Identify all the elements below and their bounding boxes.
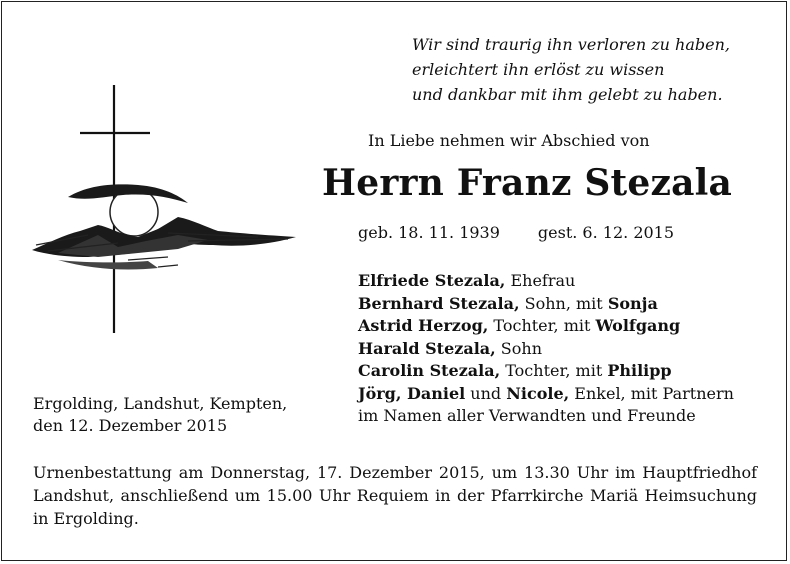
mourner-relation: Ehefrau bbox=[505, 271, 576, 290]
mourner-row bbox=[358, 293, 734, 316]
grandchildren-row bbox=[358, 383, 734, 406]
mourner-name: Carolin Stezala, bbox=[358, 361, 501, 380]
intro-text: In Liebe nehmen wir Abschied von bbox=[368, 131, 650, 150]
grandchildren-names: Jörg, Daniel bbox=[358, 383, 466, 403]
grandchild-name: Nicole, bbox=[506, 383, 570, 403]
mourner-row bbox=[358, 338, 734, 361]
mourner-relation: Sohn, mit bbox=[519, 293, 608, 313]
place-and-date bbox=[33, 393, 287, 437]
mourner-name: Astrid Herzog, bbox=[358, 316, 489, 335]
place: Ergolding, Landshut, Kempten, bbox=[33, 394, 288, 413]
poem bbox=[412, 32, 730, 107]
grandchildren-relation: Enkel, mit Partnern bbox=[569, 383, 734, 403]
mourners-list bbox=[358, 270, 734, 428]
mourner-row bbox=[358, 315, 734, 338]
mourner-relation: Sohn bbox=[495, 338, 543, 358]
deceased-name: Herrn Franz Stezala bbox=[322, 162, 733, 204]
date: den 12. Dezember 2015 bbox=[33, 416, 228, 435]
mourner-partner: Sonja bbox=[607, 293, 658, 313]
poem-line: und dankbar mit ihm gelebt zu haben. bbox=[412, 85, 723, 104]
poem-line: erleichtert ihn erlöst zu wissen bbox=[412, 60, 665, 79]
relatives-row: im Namen aller Verwandten und Freunde bbox=[358, 406, 696, 425]
birth-date: geb. 18. 11. 1939 bbox=[358, 223, 500, 242]
conjunction: und bbox=[465, 383, 507, 403]
mourner-partner: Philipp bbox=[607, 361, 672, 380]
life-dates bbox=[358, 223, 674, 242]
mourner-name: Harald Stezala, bbox=[358, 338, 496, 358]
landscape-shadow bbox=[58, 260, 158, 269]
mourner-relation: Tochter, mit bbox=[488, 316, 596, 335]
mourner-name: Elfriede Stezala, bbox=[358, 271, 506, 290]
mourner-row bbox=[358, 270, 734, 293]
death-date: gest. 6. 12. 2015 bbox=[537, 223, 675, 242]
mourner-name: Bernhard Stezala, bbox=[358, 293, 520, 313]
burial-info: Urnenbestattung am Donnerstag, 17. Dezember 2015, um 13.30 Uhr im Hauptfriedhof Landshut, anschließend um 15.00 Uhr Requiem in der Pfarrkirche Mariä Heimsuchung in Ergolding. bbox=[33, 463, 757, 528]
cross-landscape-illustration bbox=[28, 85, 303, 337]
mourner-row bbox=[358, 360, 734, 383]
mourner-relation: Tochter, mit bbox=[500, 361, 608, 380]
poem-line: Wir sind traurig ihn verloren zu haben, bbox=[412, 35, 730, 54]
mourner-partner: Wolfgang bbox=[595, 316, 681, 335]
